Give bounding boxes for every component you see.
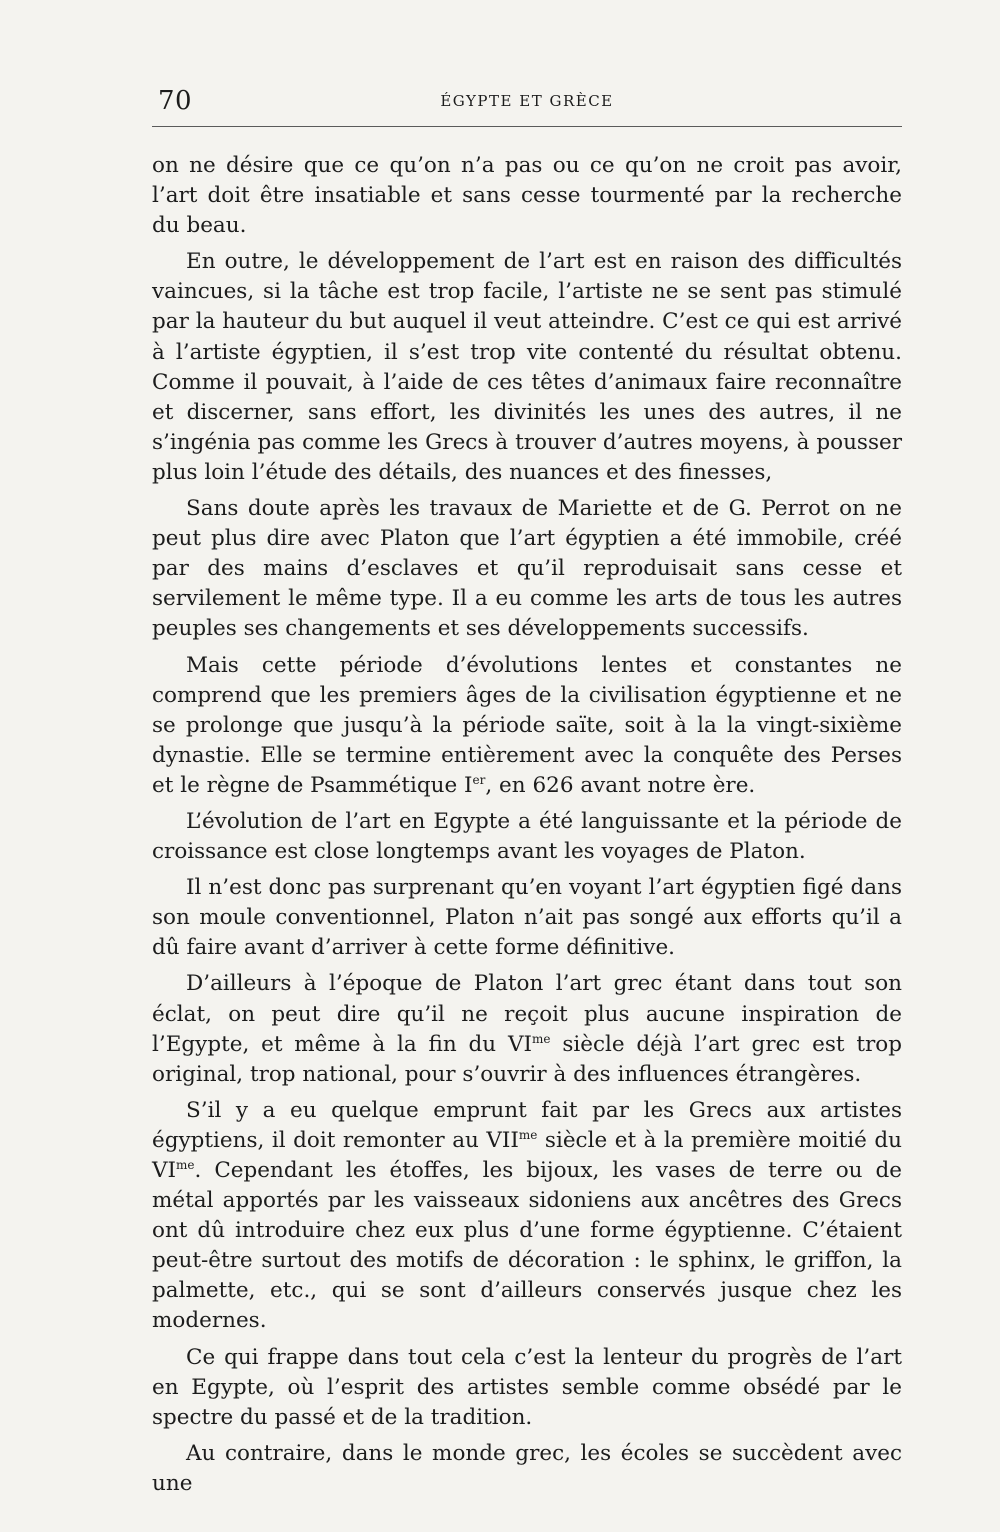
paragraph-8: S’il y a eu quelque emprunt fait par les Grecs aux artistes égyptiens, il doit remonter au $VII^{me}$ siècle et à la première moitié du $VI^{me}$. Cependant les étoffes, les bijoux, les vases de terre ou de métal apportés par les vaisseaux sidoniens aux ancêtres des Grecs ont dû introduire chez eux plus d’une forme égyptienne. C’étaient peut-être surtout des motifs de décoration : le sphinx, le griffon, la palmette, etc., qui se sont d’ailleurs conservés jusque chez les modernes.	[152, 1097, 902, 1334]
paragraph-9: Ce qui frappe dans tout cela c’est la lenteur du progrès de l’art en Egypte, où l’esprit des artistes semble comme obsédé par le spectre du passé et de la tradition.	[152, 1344, 902, 1430]
paragraph-4: Mais cette période d’évolutions lentes et constantes ne comprend que les premiers âges de la civilisation égyptienne et ne se prolonge que jusqu’à la période saïte, soit à la la vingt-sixième dynastie. Elle se termine entièrement avec la conquête des Perses et le règne de Psammétique Ier, en 626 avant notre ère.	[152, 652, 902, 798]
superscript-me: me	[532, 1031, 551, 1046]
paragraph-2: En outre, le développement de l’art est en raison des difficultés vaincues, si la tâche est trop facile, l’artiste ne se sent pas stimulé par la hauteur du but auquel il veut atteindre. C’est ce qui est arrivé à l’artiste égyptien, il s’est trop vite contenté du résultat obtenu. Comme il pouvait, à l’aide de ces têtes d’animaux faire reconnaître et discerner, sans effort, les divinités les unes des autres, il ne s’ingénia pas comme les Grecs à trouver d’autres moyens, à pousser plus loin l’étude des détails, des nuances et des finesses,	[152, 249, 902, 485]
paragraph-10: Au contraire, dans le monde grec, les écoles se succèdent avec une	[152, 1440, 902, 1496]
paragraph-6: Il n’est donc pas surprenant qu’en voyant l’art égyptien figé dans son moule conventionnel, Platon n’ait pas songé aux efforts qu’il a dû faire avant d’arriver à cette forme définitive.	[152, 875, 902, 961]
page-number: 70	[158, 86, 193, 116]
superscript-me: me	[176, 1157, 195, 1172]
body-text	[152, 151, 902, 1499]
superscript-er: er	[472, 772, 486, 787]
paragraph-3: Sans doute après les travaux de Mariette et de G. Perrot on ne peut plus dire avec Platon que l’art égyptien a été immobile, créé par des mains d’esclaves et qu’il reproduisait sans cesse et servilement le même type. Il a eu comme les arts de tous les autres peuples ses changements et ses développements successifs.	[152, 496, 902, 642]
superscript-me: me	[518, 1127, 538, 1142]
running-title: ÉGYPTE ET GRÈCE	[440, 92, 614, 110]
running-header	[152, 86, 902, 127]
paragraph-7: D’ailleurs à l’époque de Platon l’art grec étant dans tout son éclat, on peut dire qu’il ne reçoit plus aucune inspiration de l’Egypte, et même à la fin du $VI^{me}$ siècle déjà l’art grec est trop original, trop national, pour s’ouvrir à des influences étrangères.	[152, 971, 903, 1087]
paragraph-5: L’évolution de l’art en Egypte a été languissante et la période de croissance est close longtemps avant les voyages de Platon.	[152, 808, 902, 865]
paragraph-1: on ne désire que ce qu’on n’a pas ou ce qu’on ne croit pas avoir, l’art doit être insatiable et sans cesse tourmenté par la recherche du beau.	[152, 153, 902, 239]
